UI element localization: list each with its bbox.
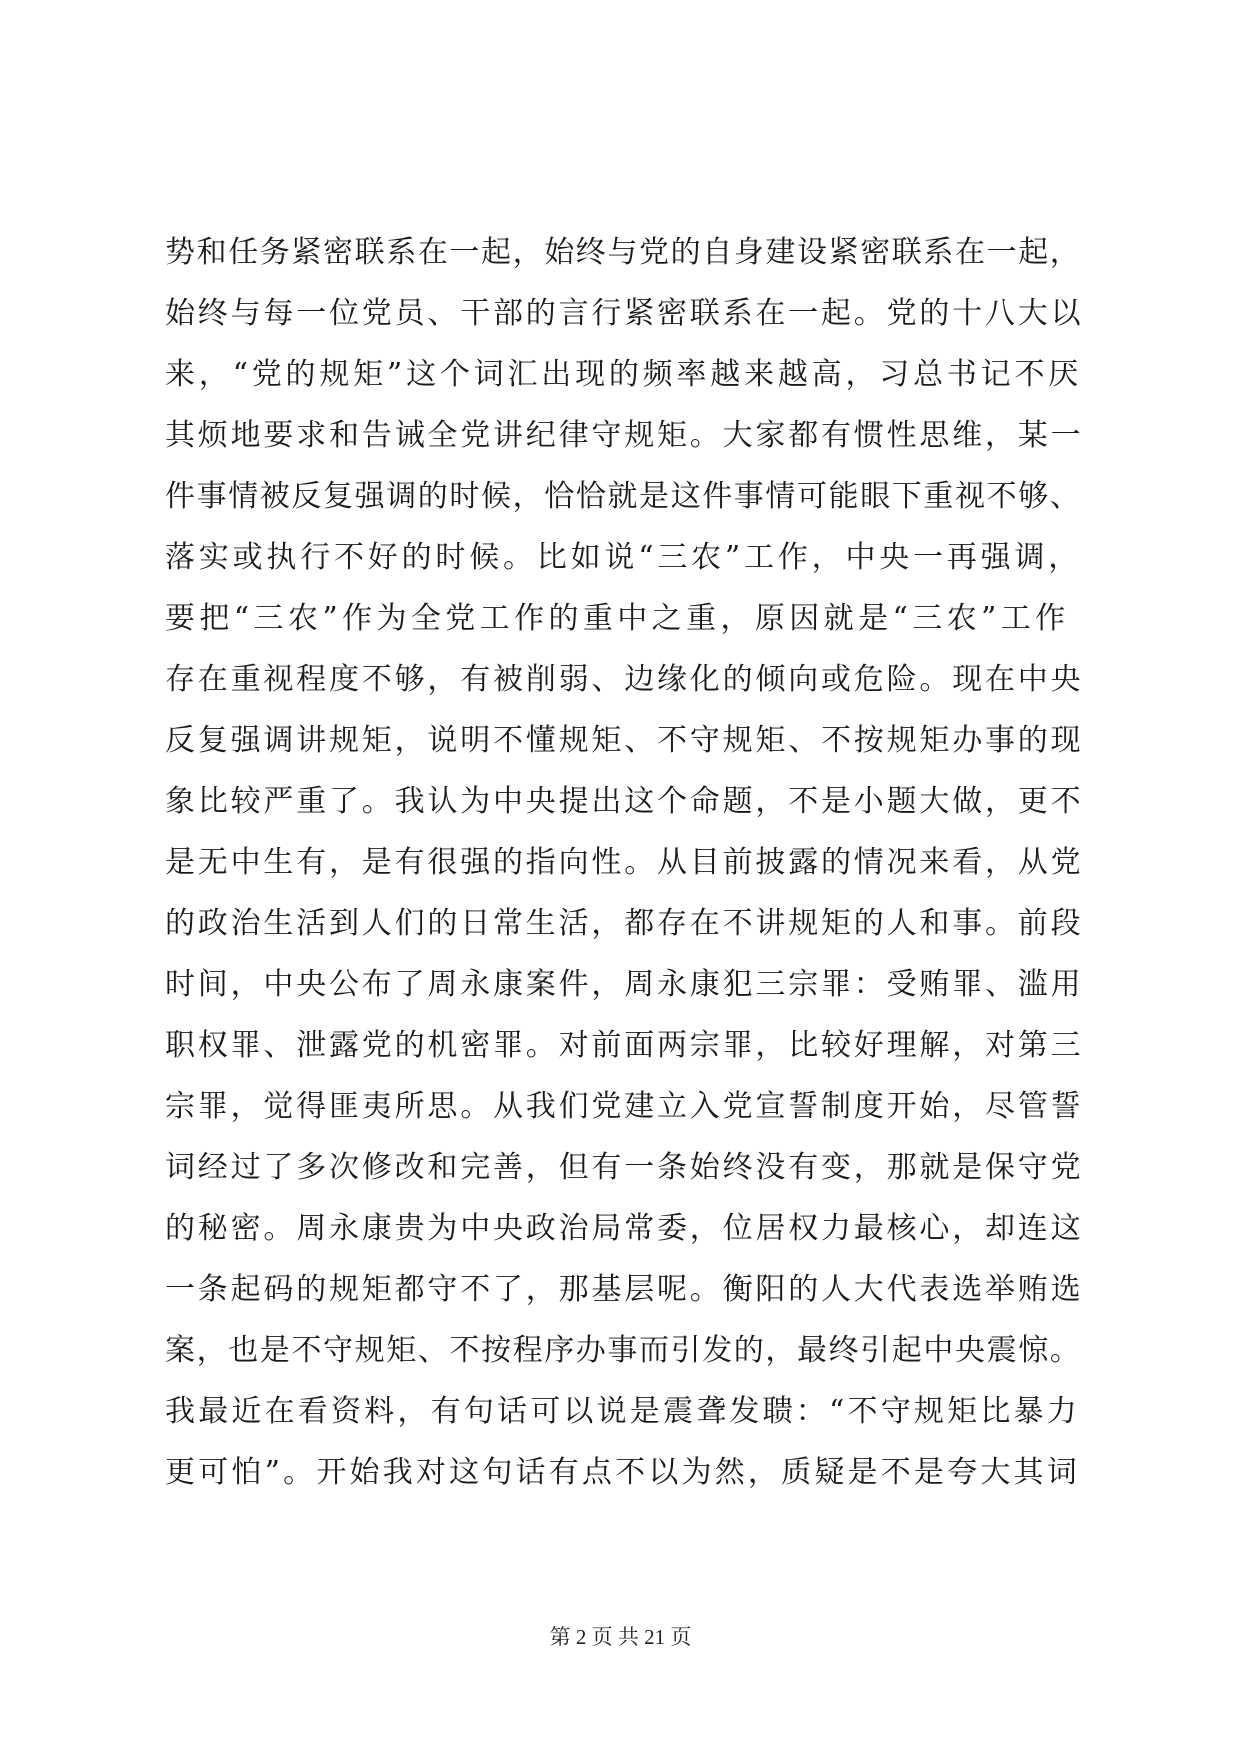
text-line: 是无中生有，是有很强的指向性。从目前披露的情况来看，从党 [165, 845, 1084, 880]
text-line: 其烦地要求和告诫全党讲纪律守规矩。大家都有惯性思维，某一 [165, 418, 1084, 453]
text-line: 职权罪、泄露党的机密罪。对前面两宗罪，比较好理解，对第三 [165, 1028, 1084, 1063]
text-line: 的政治生活到人们的日常生活，都存在不讲规矩的人和事。前段 [165, 906, 1084, 941]
text-line: 词经过了多次修改和完善，但有一条始终没有变，那就是保守党 [165, 1150, 1084, 1185]
text-line: 来，“党的规矩”这个词汇出现的频率越来越高，习总书记不厌 [165, 357, 1083, 392]
text-line: 件事情被反复强调的时候，恰恰就是这件事情可能眼下重视不够、 [165, 479, 1082, 514]
body-paragraph [165, 222, 1085, 1503]
text-line: 势和任务紧密联系在一起，始终与党的自身建设紧密联系在一起， [165, 235, 1082, 270]
text-line: 更可怕”。开始我对这句话有点不以为然，质疑是不是夸大其词 [165, 1455, 1080, 1490]
text-line: 的秘密。周永康贵为中央政治局常委，位居权力最核心，却连这 [165, 1211, 1084, 1246]
page-number-footer: 第 2 页 共 21 页 [549, 1625, 692, 1649]
text-line: 反复强调讲规矩，说明不懂规矩、不守规矩、不按规矩办事的现 [165, 723, 1084, 758]
text-line: 落实或执行不好的时候。比如说“三农”工作，中央一再强调， [165, 540, 1083, 575]
text-line: 一条起码的规矩都守不了，那基层呢。衡阳的人大代表选举贿选 [165, 1272, 1084, 1307]
text-line: 始终与每一位党员、干部的言行紧密联系在一起。党的十八大以 [165, 296, 1084, 331]
text-line: 象比较严重了。我认为中央提出这个命题，不是小题大做，更不 [165, 784, 1084, 819]
text-line: 案，也是不守规矩、不按程序办事而引发的，最终引起中央震惊。 [165, 1333, 1082, 1368]
text-line: 存在重视程度不够，有被削弱、边缘化的倾向或危险。现在中央 [165, 662, 1084, 697]
text-line: 要把“三农”作为全党工作的重中之重，原因就是“三农”工作 [165, 601, 1070, 636]
text-line: 宗罪，觉得匪夷所思。从我们党建立入党宣誓制度开始，尽管誓 [165, 1089, 1084, 1124]
text-line: 时间，中央公布了周永康案件，周永康犯三宗罪：受贿罪、滥用 [165, 967, 1084, 1002]
text-line: 我最近在看资料，有句话可以说是震聋发聩：“不守规矩比暴力 [165, 1394, 1080, 1429]
